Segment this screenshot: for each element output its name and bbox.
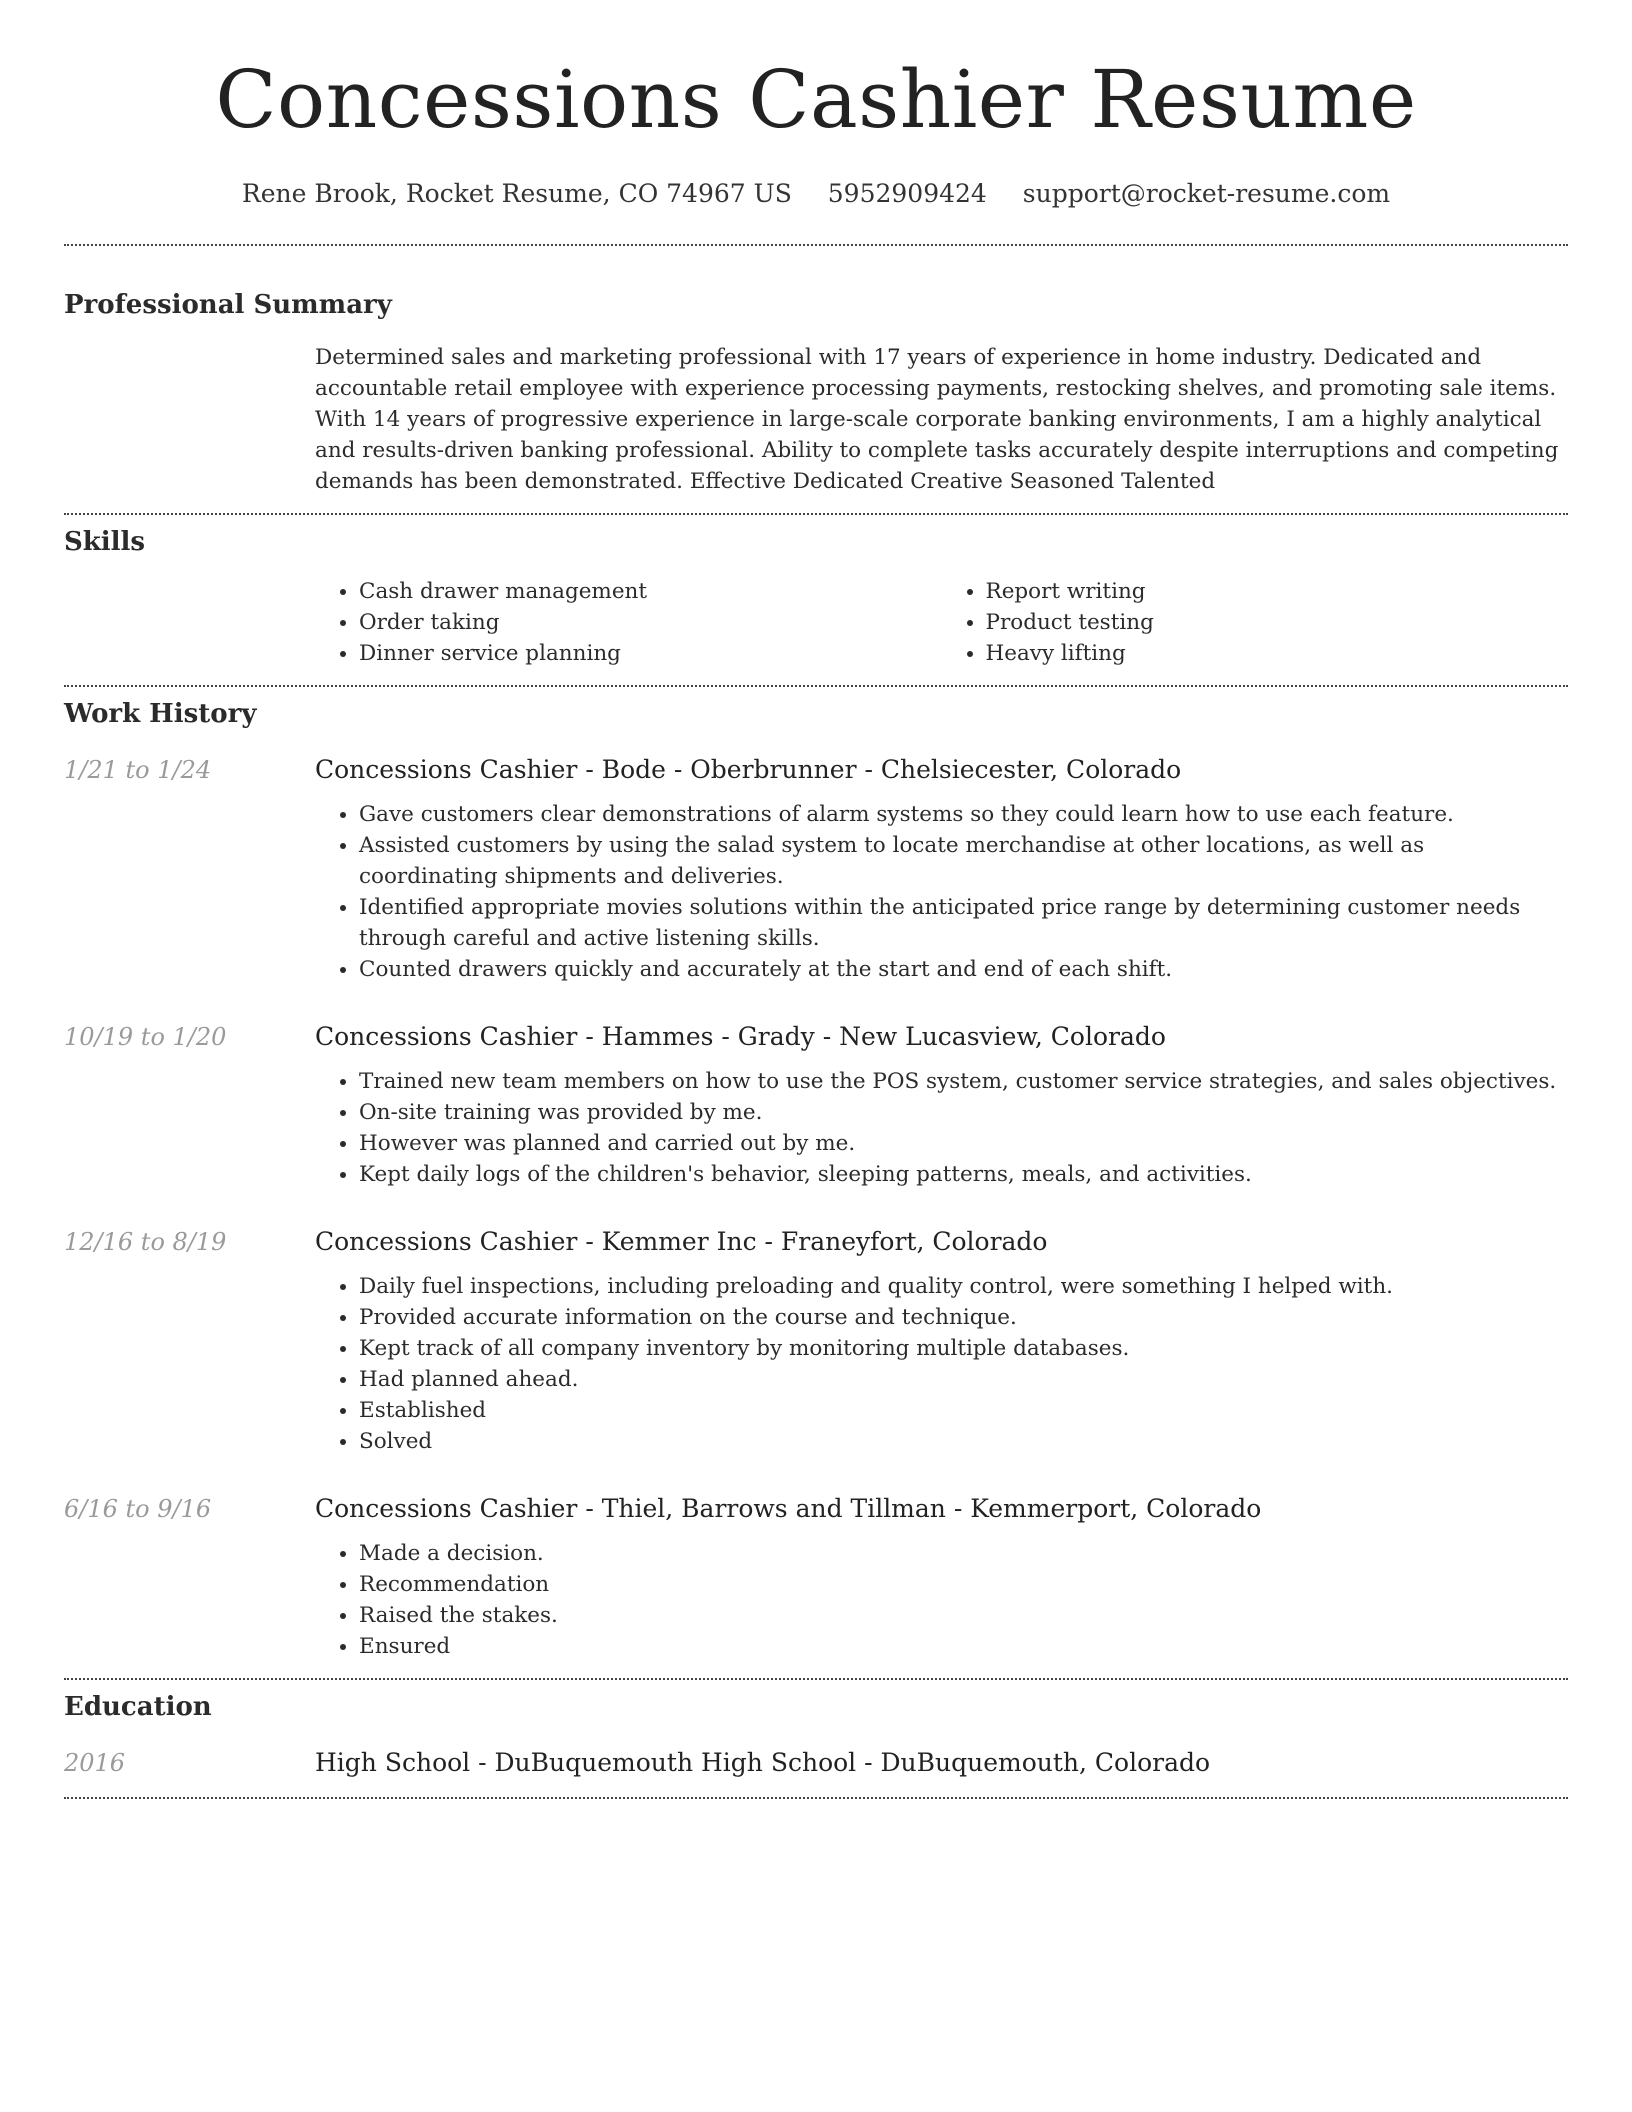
education-dates: 2016 bbox=[64, 1749, 126, 1777]
education-body bbox=[315, 1746, 1568, 1780]
contact-line bbox=[64, 178, 1568, 210]
job-entry bbox=[64, 1020, 1568, 1190]
summary-heading: Professional Summary bbox=[64, 290, 392, 320]
job-bullet: • Kept track of all company inventory by monitoring multiple databases. bbox=[359, 1333, 1568, 1364]
summary-text: Determined sales and marketing professional with 17 years of experience in home industry. Dedicated and accountable retail employee with experience processing payments, restocking shelves, and promoting sale items. With 14 years of progressive experience in large-scale corporate banking environments, I am a highly analytical and results-driven banking professional. Ability to complete tasks accurately despite interruptions and competing demands has been demonstrated. Effective Dedicated Creative Seasoned Talented bbox=[315, 345, 1559, 494]
job-body bbox=[315, 1225, 1568, 1457]
work-history-heading: Work History bbox=[64, 699, 257, 729]
job-entry bbox=[64, 1492, 1568, 1662]
skill-item: • Heavy lifting bbox=[986, 638, 1569, 669]
contact-address: Rene Brook, Rocket Resume, CO 74967 US bbox=[241, 179, 792, 208]
job-bullet: • Recommendation bbox=[359, 1569, 1568, 1600]
contact-phone: 5952909424 bbox=[827, 179, 987, 208]
skill-item: • Dinner service planning bbox=[359, 638, 942, 669]
job-bullet: • Established bbox=[359, 1395, 1568, 1426]
contact-email: support@rocket-resume.com bbox=[1022, 179, 1391, 208]
job-bullet: • Counted drawers quickly and accurately at the start and end of each shift. bbox=[359, 954, 1568, 985]
education-heading: Education bbox=[64, 1692, 212, 1722]
education-title: High School - DuBuquemouth High School - DuBuquemouth, Colorado bbox=[315, 1748, 1211, 1777]
summary-section bbox=[64, 246, 1568, 497]
section-divider bbox=[64, 1797, 1568, 1799]
job-bullets bbox=[315, 799, 1568, 985]
job-dates: 12/16 to 8/19 bbox=[64, 1228, 227, 1256]
job-bullet: • Solved bbox=[359, 1426, 1568, 1457]
job-body bbox=[315, 753, 1568, 985]
job-bullet: • Trained new team members on how to use the POS system, customer service strategies, and sales objectives. bbox=[359, 1066, 1568, 1097]
job-title: Concessions Cashier - Bode - Oberbrunner - Chelsiecester, Colorado bbox=[315, 755, 1182, 784]
job-entry bbox=[64, 753, 1568, 985]
skills-grid bbox=[64, 576, 1568, 669]
skill-item: • Cash drawer management bbox=[359, 576, 942, 607]
work-history-section bbox=[64, 687, 1568, 1662]
job-bullet: • Made a decision. bbox=[359, 1538, 1568, 1569]
job-bullet: • On-site training was provided by me. bbox=[359, 1097, 1568, 1128]
job-body bbox=[315, 1492, 1568, 1662]
job-bullet: • Assisted customers by using the salad system to locate merchandise at other locations, as well as coordinating shipments and deliveries. bbox=[359, 830, 1568, 892]
job-bullets bbox=[315, 1538, 1568, 1662]
skills-column-left bbox=[315, 576, 942, 669]
skills-column-right bbox=[942, 576, 1569, 669]
job-dates: 1/21 to 1/24 bbox=[64, 756, 212, 784]
job-bullets bbox=[315, 1066, 1568, 1190]
resume-title: Concessions Cashier Resume bbox=[215, 53, 1417, 146]
job-body bbox=[315, 1020, 1568, 1190]
job-bullet: • Ensured bbox=[359, 1631, 1568, 1662]
skills-section bbox=[64, 515, 1568, 669]
job-bullet: • Raised the stakes. bbox=[359, 1600, 1568, 1631]
job-bullet: • Gave customers clear demonstrations of alarm systems so they could learn how to use each feature. bbox=[359, 799, 1568, 830]
education-entry bbox=[64, 1746, 1568, 1780]
job-title: Concessions Cashier - Thiel, Barrows and Tillman - Kemmerport, Colorado bbox=[315, 1494, 1262, 1523]
skill-item: • Report writing bbox=[986, 576, 1569, 607]
job-bullet: • Provided accurate information on the course and technique. bbox=[359, 1302, 1568, 1333]
education-section bbox=[64, 1680, 1568, 1780]
job-dates: 6/16 to 9/16 bbox=[64, 1495, 212, 1523]
job-title: Concessions Cashier - Kemmer Inc - Franeyfort, Colorado bbox=[315, 1227, 1048, 1256]
job-title: Concessions Cashier - Hammes - Grady - New Lucasview, Colorado bbox=[315, 1022, 1166, 1051]
skills-heading: Skills bbox=[64, 527, 146, 557]
job-bullet: • Kept daily logs of the children's behavior, sleeping patterns, meals, and activities. bbox=[359, 1159, 1568, 1190]
job-bullet: • Daily fuel inspections, including preloading and quality control, were something I helped with. bbox=[359, 1271, 1568, 1302]
job-entry bbox=[64, 1225, 1568, 1457]
skill-item: • Order taking bbox=[359, 607, 942, 638]
job-bullet: • However was planned and carried out by me. bbox=[359, 1128, 1568, 1159]
job-bullets bbox=[315, 1271, 1568, 1457]
job-bullet: • Had planned ahead. bbox=[359, 1364, 1568, 1395]
job-bullet: • Identified appropriate movies solutions within the anticipated price range by determining customer needs through careful and active listening skills. bbox=[359, 892, 1568, 954]
skill-item: • Product testing bbox=[986, 607, 1569, 638]
job-dates: 10/19 to 1/20 bbox=[64, 1023, 227, 1051]
